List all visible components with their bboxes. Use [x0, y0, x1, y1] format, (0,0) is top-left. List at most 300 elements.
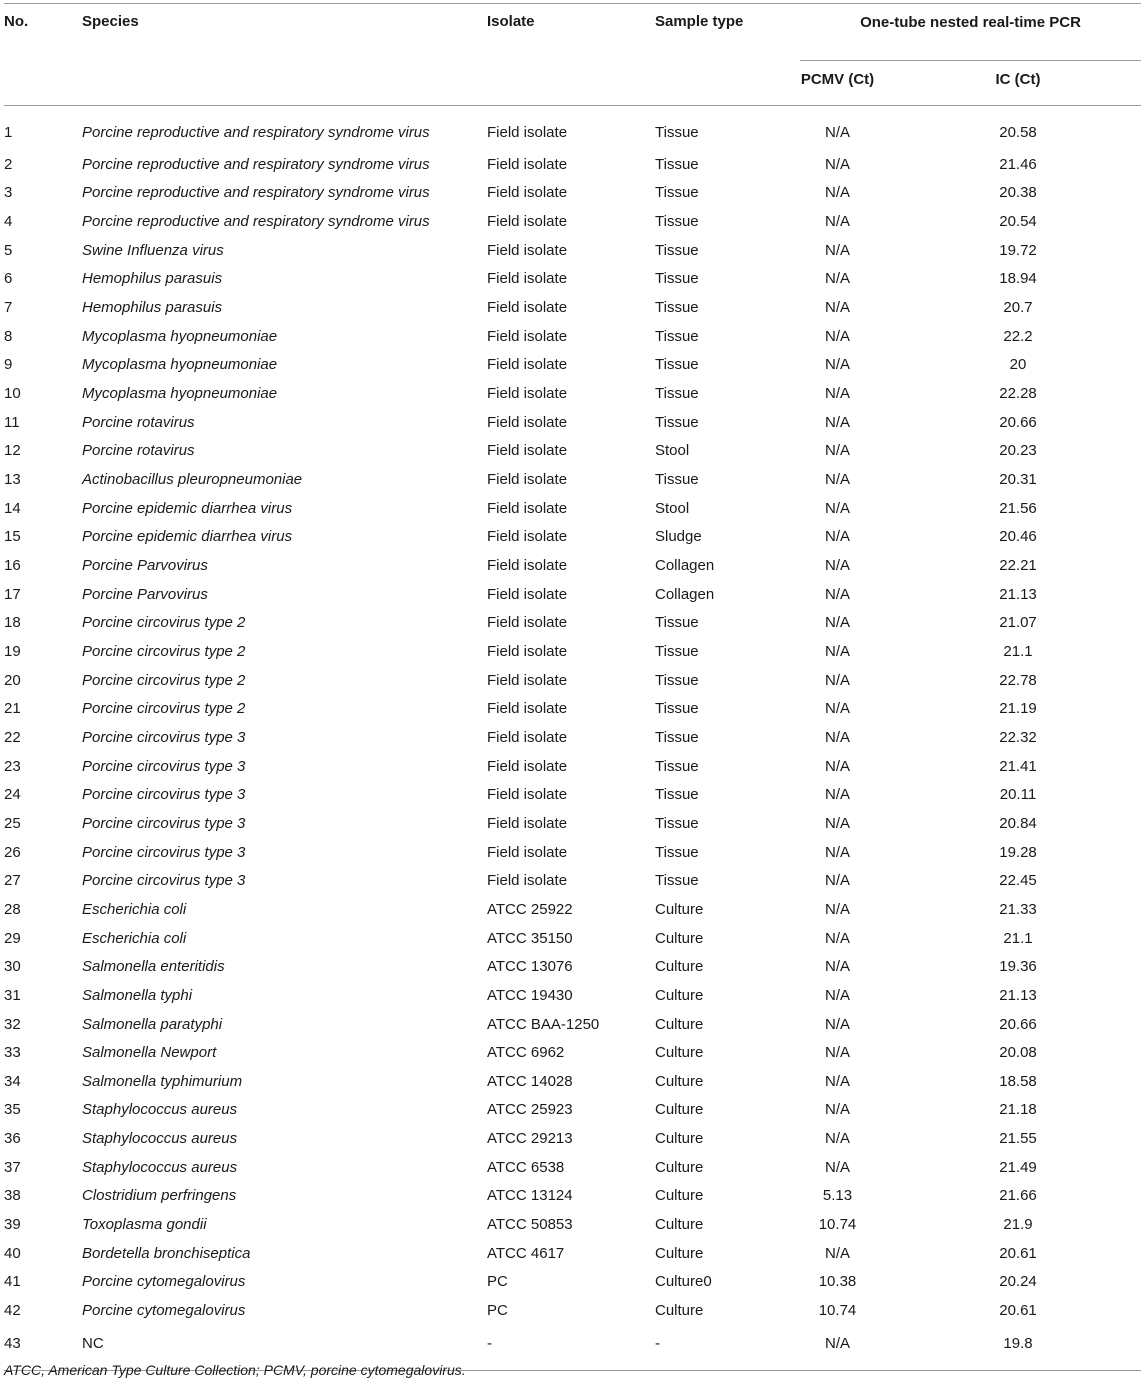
cell-pcmv-ct: N/A [824, 528, 850, 546]
table-row [4, 494, 1141, 523]
cell-sample-type: Sludge [655, 528, 702, 546]
cell-no: 5 [4, 241, 13, 259]
cell-isolate: Field isolate [487, 184, 568, 202]
cell-isolate: ATCC 6962 [487, 1044, 565, 1062]
cell-species: Toxoplasma gondii [82, 1216, 207, 1234]
cell-sample-type: Stool [655, 499, 690, 517]
cell-no: 27 [4, 872, 21, 890]
cell-sample-type: Tissue [655, 700, 699, 718]
cell-pcmv-ct: N/A [824, 471, 850, 489]
cell-species: Salmonella Newport [82, 1044, 217, 1062]
table-row [4, 609, 1141, 638]
cell-no: 23 [4, 757, 21, 775]
table-row [4, 1010, 1141, 1039]
cell-sample-type: Stool [655, 442, 690, 460]
cell-pcmv-ct: N/A [824, 299, 850, 317]
cell-sample-type: Tissue [655, 155, 699, 173]
cell-isolate: Field isolate [487, 241, 568, 259]
cell-no: 3 [4, 184, 13, 202]
cell-species: Mycoplasma hyopneumoniae [82, 327, 278, 345]
cell-sample-type: Collagen [655, 557, 715, 575]
cell-ic-ct: 21.13 [999, 986, 1037, 1004]
cell-ic-ct: 22.78 [999, 671, 1037, 689]
cell-ic-ct: 20.7 [1003, 299, 1033, 317]
cell-sample-type: Tissue [655, 184, 699, 202]
table-row [4, 322, 1141, 351]
cell-species: Salmonella typhi [82, 986, 193, 1004]
header-ic-ct: IC (Ct) [895, 61, 1141, 106]
cell-sample-type: Tissue [655, 471, 699, 489]
cell-species: Porcine Parvovirus [82, 585, 208, 603]
table-row [4, 1182, 1141, 1211]
cell-isolate: Field isolate [487, 499, 568, 517]
table-footnote: ATCC, American Type Culture Collection; PCMV, porcine cytomegalovirus. [4, 1362, 466, 1378]
cell-pcmv-ct: N/A [824, 270, 850, 288]
cell-sample-type: Tissue [655, 614, 699, 632]
cell-sample-type: Tissue [655, 814, 699, 832]
cell-no: 34 [4, 1072, 21, 1090]
cell-ic-ct: 19.28 [999, 843, 1037, 861]
table-row [4, 1153, 1141, 1182]
table-row [4, 551, 1141, 580]
cell-no: 18 [4, 614, 21, 632]
cell-species: Porcine circovirus type 3 [82, 814, 246, 832]
cell-sample-type: Culture [655, 1044, 704, 1062]
table-row [4, 437, 1141, 466]
cell-pcmv-ct: N/A [824, 614, 850, 632]
cell-isolate: Field isolate [487, 299, 568, 317]
cell-ic-ct: 20.24 [999, 1273, 1037, 1291]
table-row [4, 952, 1141, 981]
header-sample-type: Sample type [655, 4, 800, 106]
cell-species: Porcine rotavirus [82, 442, 195, 460]
cell-species: Porcine reproductive and respiratory syndrome virus [82, 155, 430, 173]
cell-species: Actinobacillus pleuropneumoniae [82, 471, 303, 489]
cell-isolate: Field isolate [487, 356, 568, 374]
cell-pcmv-ct: N/A [824, 123, 850, 141]
cell-sample-type: Culture [655, 900, 704, 918]
table-row [4, 379, 1141, 408]
cell-ic-ct: 22.45 [999, 872, 1037, 890]
cell-species: Porcine circovirus type 2 [82, 642, 246, 660]
table-row [4, 580, 1141, 609]
cell-ic-ct: 19.72 [999, 241, 1037, 259]
table-row [4, 895, 1141, 924]
cell-ic-ct: 22.32 [999, 728, 1037, 746]
cell-species: Porcine circovirus type 3 [82, 872, 246, 890]
cell-no: 15 [4, 528, 21, 546]
cell-species: Porcine circovirus type 3 [82, 786, 246, 804]
cell-ic-ct: 20.61 [999, 1302, 1037, 1320]
cell-pcmv-ct: N/A [824, 814, 850, 832]
cell-pcmv-ct: N/A [824, 757, 850, 775]
cell-no: 11 [4, 413, 20, 431]
table-row [4, 150, 1141, 179]
cell-no: 43 [4, 1325, 82, 1371]
cell-ic-ct: 21.07 [999, 614, 1037, 632]
cell-isolate: ATCC 35150 [487, 929, 573, 947]
table-row [4, 236, 1141, 265]
cell-no: 42 [4, 1302, 21, 1320]
cell-sample-type: Tissue [655, 123, 699, 141]
cell-no: 20 [4, 671, 21, 689]
cell-ic-ct: 20.54 [999, 213, 1037, 231]
cell-isolate: Field isolate [487, 471, 568, 489]
cell-sample-type: Culture [655, 1244, 704, 1262]
cell-pcmv-ct: 10.74 [818, 1302, 857, 1320]
cell-species: Staphylococcus aureus [82, 1130, 238, 1148]
cell-sample-type: Tissue [655, 757, 699, 775]
cell-sample-type: Tissue [655, 327, 699, 345]
cell-no: 31 [4, 986, 21, 1004]
cell-ic-ct: 21.49 [999, 1158, 1037, 1176]
cell-pcmv-ct: N/A [824, 1158, 850, 1176]
cell-ic-ct: 20.31 [999, 471, 1037, 489]
cell-species: Bordetella bronchiseptica [82, 1244, 251, 1262]
cell-no: 12 [4, 442, 21, 460]
cell-sample-type: Tissue [655, 385, 699, 403]
cell-no: 37 [4, 1158, 21, 1176]
table-row [4, 408, 1141, 437]
table-row [4, 106, 1141, 151]
cell-no: 21 [4, 700, 21, 718]
table-row [4, 780, 1141, 809]
cell-sample-type: Culture0 [655, 1273, 712, 1291]
cell-pcmv-ct: N/A [824, 700, 850, 718]
cell-isolate: ATCC 6538 [487, 1158, 565, 1176]
cell-isolate: Field isolate [487, 442, 568, 460]
cell-ic-ct: 20.46 [999, 528, 1037, 546]
cell-no: 41 [4, 1273, 21, 1291]
cell-ic-ct: 21.1 [1003, 929, 1033, 947]
cell-ic-ct: 21.33 [999, 900, 1037, 918]
cell-isolate: Field isolate [487, 270, 568, 288]
cell-pcmv-ct: N/A [824, 1101, 850, 1119]
cell-isolate: Field isolate [487, 614, 568, 632]
cell-isolate: ATCC 13076 [487, 958, 573, 976]
cell-ic-ct: 18.94 [999, 270, 1037, 288]
cell-ic-ct: 20.66 [999, 1015, 1037, 1033]
cell-no: 17 [4, 585, 21, 603]
table-row [4, 809, 1141, 838]
cell-isolate: Field isolate [487, 413, 568, 431]
cell-no: 6 [4, 270, 13, 288]
cell-ic-ct: 21.66 [999, 1187, 1037, 1205]
table-row [4, 838, 1141, 867]
cell-sample-type: Tissue [655, 843, 699, 861]
cell-sample-type: - [655, 1325, 800, 1371]
cell-pcmv-ct: N/A [824, 213, 850, 231]
cell-species: Staphylococcus aureus [82, 1101, 238, 1119]
cell-sample-type: Culture [655, 958, 704, 976]
cell-species: Porcine epidemic diarrhea virus [82, 499, 293, 517]
cell-no: 30 [4, 958, 21, 976]
cell-no: 22 [4, 728, 21, 746]
cell-sample-type: Tissue [655, 356, 699, 374]
cell-species: Porcine cytomegalovirus [82, 1302, 246, 1320]
cell-ic-ct: 20.84 [999, 814, 1037, 832]
cell-ic-ct: 21.55 [999, 1130, 1037, 1148]
cell-isolate: Field isolate [487, 843, 568, 861]
table-row [4, 293, 1141, 322]
cell-sample-type: Tissue [655, 241, 699, 259]
cell-species: Porcine circovirus type 2 [82, 671, 246, 689]
cell-ic-ct: 20.08 [999, 1044, 1037, 1062]
cell-no: 1 [4, 123, 13, 141]
cell-pcmv-ct: N/A [824, 585, 850, 603]
cell-isolate: Field isolate [487, 557, 568, 575]
cell-no: 38 [4, 1187, 21, 1205]
cell-pcmv-ct: N/A [824, 986, 850, 1004]
cell-pcmv-ct: N/A [824, 872, 850, 890]
cell-isolate: ATCC 13124 [487, 1187, 573, 1205]
cell-isolate: - [487, 1325, 655, 1371]
cell-pcmv-ct: N/A [824, 1044, 850, 1062]
cell-no: 13 [4, 471, 21, 489]
cell-sample-type: Culture [655, 1015, 704, 1033]
cell-ic-ct: 20.66 [999, 413, 1037, 431]
table-row [4, 207, 1141, 236]
cell-ic-ct: 21.9 [1003, 1216, 1033, 1234]
cell-isolate: Field isolate [487, 814, 568, 832]
cell-pcmv-ct: N/A [824, 241, 850, 259]
table-row [4, 1296, 1141, 1325]
cell-sample-type: Culture [655, 986, 704, 1004]
table-row [4, 637, 1141, 666]
cell-species: Porcine cytomegalovirus [82, 1273, 246, 1291]
cell-isolate: ATCC 29213 [487, 1130, 573, 1148]
cell-ic-ct: 20.38 [999, 184, 1037, 202]
cell-species: Salmonella enteritidis [82, 958, 225, 976]
cell-isolate: ATCC 50853 [487, 1216, 573, 1234]
cell-sample-type: Tissue [655, 413, 699, 431]
cell-ic-ct: 21.41 [999, 757, 1037, 775]
cell-ic-ct: 18.58 [999, 1072, 1037, 1090]
cell-sample-type: Tissue [655, 642, 699, 660]
table-row [4, 723, 1141, 752]
cell-species: Porcine circovirus type 3 [82, 728, 246, 746]
cell-species: NC [82, 1325, 487, 1371]
cell-pcmv-ct: N/A [824, 413, 850, 431]
cell-ic-ct: 21.46 [999, 155, 1037, 173]
cell-pcmv-ct: N/A [824, 642, 850, 660]
table-row [4, 1038, 1141, 1067]
cell-species: Escherichia coli [82, 929, 187, 947]
cell-sample-type: Tissue [655, 213, 699, 231]
table-row [4, 179, 1141, 208]
table-row [4, 666, 1141, 695]
cell-isolate: Field isolate [487, 585, 568, 603]
cell-no: 25 [4, 814, 21, 832]
cell-no: 9 [4, 356, 13, 374]
table-row [4, 752, 1141, 781]
cell-species: Staphylococcus aureus [82, 1158, 238, 1176]
cell-isolate: Field isolate [487, 757, 568, 775]
cell-pcmv-ct: 10.38 [818, 1273, 857, 1291]
cell-no: 32 [4, 1015, 21, 1033]
cell-isolate: Field isolate [487, 728, 568, 746]
cell-isolate: ATCC BAA-1250 [487, 1015, 600, 1033]
header-no: No. [4, 4, 82, 106]
cell-species: Salmonella typhimurium [82, 1072, 243, 1090]
table-row [4, 523, 1141, 552]
table-row [4, 981, 1141, 1010]
cell-pcmv-ct: N/A [824, 557, 850, 575]
cell-species: Escherichia coli [82, 900, 187, 918]
cell-pcmv-ct: N/A [824, 184, 850, 202]
cell-isolate: PC [487, 1273, 508, 1291]
cell-no: 29 [4, 929, 21, 947]
cell-sample-type: Tissue [655, 872, 699, 890]
cell-ic-ct: 21.1 [1003, 642, 1033, 660]
cell-isolate: PC [487, 1302, 508, 1320]
cell-no: 2 [4, 155, 13, 173]
cell-isolate: Field isolate [487, 213, 568, 231]
cell-no: 39 [4, 1216, 21, 1234]
cell-sample-type: Culture [655, 1130, 704, 1148]
cell-species: Swine Influenza virus [82, 241, 224, 259]
table-row [4, 265, 1141, 294]
cell-ic-ct: 20.23 [999, 442, 1037, 460]
cell-pcmv-ct: N/A [824, 356, 850, 374]
cell-no: 28 [4, 900, 21, 918]
cell-isolate: Field isolate [487, 642, 568, 660]
cell-pcmv-ct: N/A [824, 155, 850, 173]
cell-no: 4 [4, 213, 13, 231]
table-row [4, 465, 1141, 494]
cell-sample-type: Tissue [655, 671, 699, 689]
cell-isolate: Field isolate [487, 786, 568, 804]
cell-no: 24 [4, 786, 21, 804]
cell-no: 35 [4, 1101, 21, 1119]
cell-no: 16 [4, 557, 21, 575]
cell-ic-ct: 19.8 [895, 1325, 1141, 1371]
cell-pcmv-ct: N/A [824, 1130, 850, 1148]
cell-sample-type: Culture [655, 1187, 704, 1205]
cell-pcmv-ct: N/A [824, 900, 850, 918]
table-row [4, 1268, 1141, 1297]
cell-pcmv-ct: N/A [824, 728, 850, 746]
cell-no: 33 [4, 1044, 21, 1062]
table-row [4, 924, 1141, 953]
cell-species: Porcine circovirus type 2 [82, 700, 246, 718]
cell-pcmv-ct: N/A [824, 843, 850, 861]
table-row [4, 694, 1141, 723]
cell-no: 7 [4, 299, 13, 317]
cell-sample-type: Culture [655, 1216, 704, 1234]
cell-isolate: Field isolate [487, 327, 568, 345]
cell-no: 10 [4, 385, 21, 403]
cell-sample-type: Tissue [655, 786, 699, 804]
cell-pcmv-ct: N/A [800, 1325, 895, 1371]
cell-no: 26 [4, 843, 21, 861]
cell-isolate: Field isolate [487, 123, 568, 141]
cell-species: Clostridium perfringens [82, 1187, 237, 1205]
cell-ic-ct: 22.21 [999, 557, 1037, 575]
cell-pcmv-ct: N/A [824, 1244, 850, 1262]
cell-isolate: Field isolate [487, 872, 568, 890]
cell-ic-ct: 21.13 [999, 585, 1037, 603]
table-row [4, 351, 1141, 380]
table-row [4, 1239, 1141, 1268]
cell-isolate: Field isolate [487, 528, 568, 546]
table-body [4, 106, 1141, 1371]
table-row [4, 1124, 1141, 1153]
cell-species: Porcine circovirus type 3 [82, 757, 246, 775]
cell-species: Porcine reproductive and respiratory syndrome virus [82, 213, 430, 231]
cell-ic-ct: 21.18 [999, 1101, 1037, 1119]
cell-sample-type: Culture [655, 1158, 704, 1176]
cell-sample-type: Collagen [655, 585, 715, 603]
cell-sample-type: Culture [655, 1302, 704, 1320]
cell-ic-ct: 20.61 [999, 1244, 1037, 1262]
cell-species: Porcine rotavirus [82, 413, 195, 431]
cell-sample-type: Culture [655, 1101, 704, 1119]
cell-ic-ct: 20.11 [999, 786, 1037, 804]
cell-ic-ct: 20 [1009, 356, 1027, 374]
cell-isolate: ATCC 14028 [487, 1072, 573, 1090]
cell-species: Porcine circovirus type 3 [82, 843, 246, 861]
cell-no: 14 [4, 499, 21, 517]
cell-species: Mycoplasma hyopneumoniae [82, 356, 278, 374]
cell-sample-type: Culture [655, 1072, 704, 1090]
cell-no: 36 [4, 1130, 21, 1148]
cell-pcmv-ct: N/A [824, 499, 850, 517]
cell-species: Porcine reproductive and respiratory syndrome virus [82, 184, 430, 202]
cell-isolate: Field isolate [487, 671, 568, 689]
cell-isolate: ATCC 25923 [487, 1101, 573, 1119]
table-row [4, 1067, 1141, 1096]
table-row [4, 1096, 1141, 1125]
cell-species: Salmonella paratyphi [82, 1015, 223, 1033]
cell-isolate: ATCC 25922 [487, 900, 573, 918]
results-table [4, 3, 1141, 1371]
cell-isolate: Field isolate [487, 700, 568, 718]
cell-pcmv-ct: N/A [824, 786, 850, 804]
header-species: Species [82, 4, 487, 106]
cell-sample-type: Tissue [655, 299, 699, 317]
cell-isolate: ATCC 4617 [487, 1244, 565, 1262]
cell-pcmv-ct: N/A [824, 929, 850, 947]
header-isolate: Isolate [487, 4, 655, 106]
table-header [4, 4, 1141, 106]
cell-sample-type: Culture [655, 929, 704, 947]
cell-ic-ct: 19.36 [999, 958, 1037, 976]
cell-sample-type: Tissue [655, 728, 699, 746]
cell-ic-ct: 22.2 [1003, 327, 1033, 345]
cell-ic-ct: 20.58 [999, 123, 1037, 141]
header-pcr-group: One-tube nested real-time PCR [800, 4, 1141, 61]
cell-ic-ct: 21.19 [999, 700, 1037, 718]
cell-pcmv-ct: 10.74 [818, 1216, 857, 1234]
cell-ic-ct: 21.56 [999, 499, 1037, 517]
cell-species: Porcine circovirus type 2 [82, 614, 246, 632]
cell-pcmv-ct: N/A [824, 1015, 850, 1033]
cell-pcmv-ct: N/A [824, 385, 850, 403]
cell-species: Hemophilus parasuis [82, 270, 223, 288]
cell-species: Porcine epidemic diarrhea virus [82, 528, 293, 546]
cell-no: 19 [4, 642, 21, 660]
cell-pcmv-ct: 5.13 [822, 1187, 853, 1205]
cell-isolate: Field isolate [487, 385, 568, 403]
header-pcmv-ct: PCMV (Ct) [800, 61, 895, 106]
cell-no: 40 [4, 1244, 21, 1262]
cell-isolate: ATCC 19430 [487, 986, 573, 1004]
cell-pcmv-ct: N/A [824, 442, 850, 460]
cell-ic-ct: 22.28 [999, 385, 1037, 403]
cell-species: Porcine Parvovirus [82, 557, 208, 575]
cell-isolate: Field isolate [487, 155, 568, 173]
